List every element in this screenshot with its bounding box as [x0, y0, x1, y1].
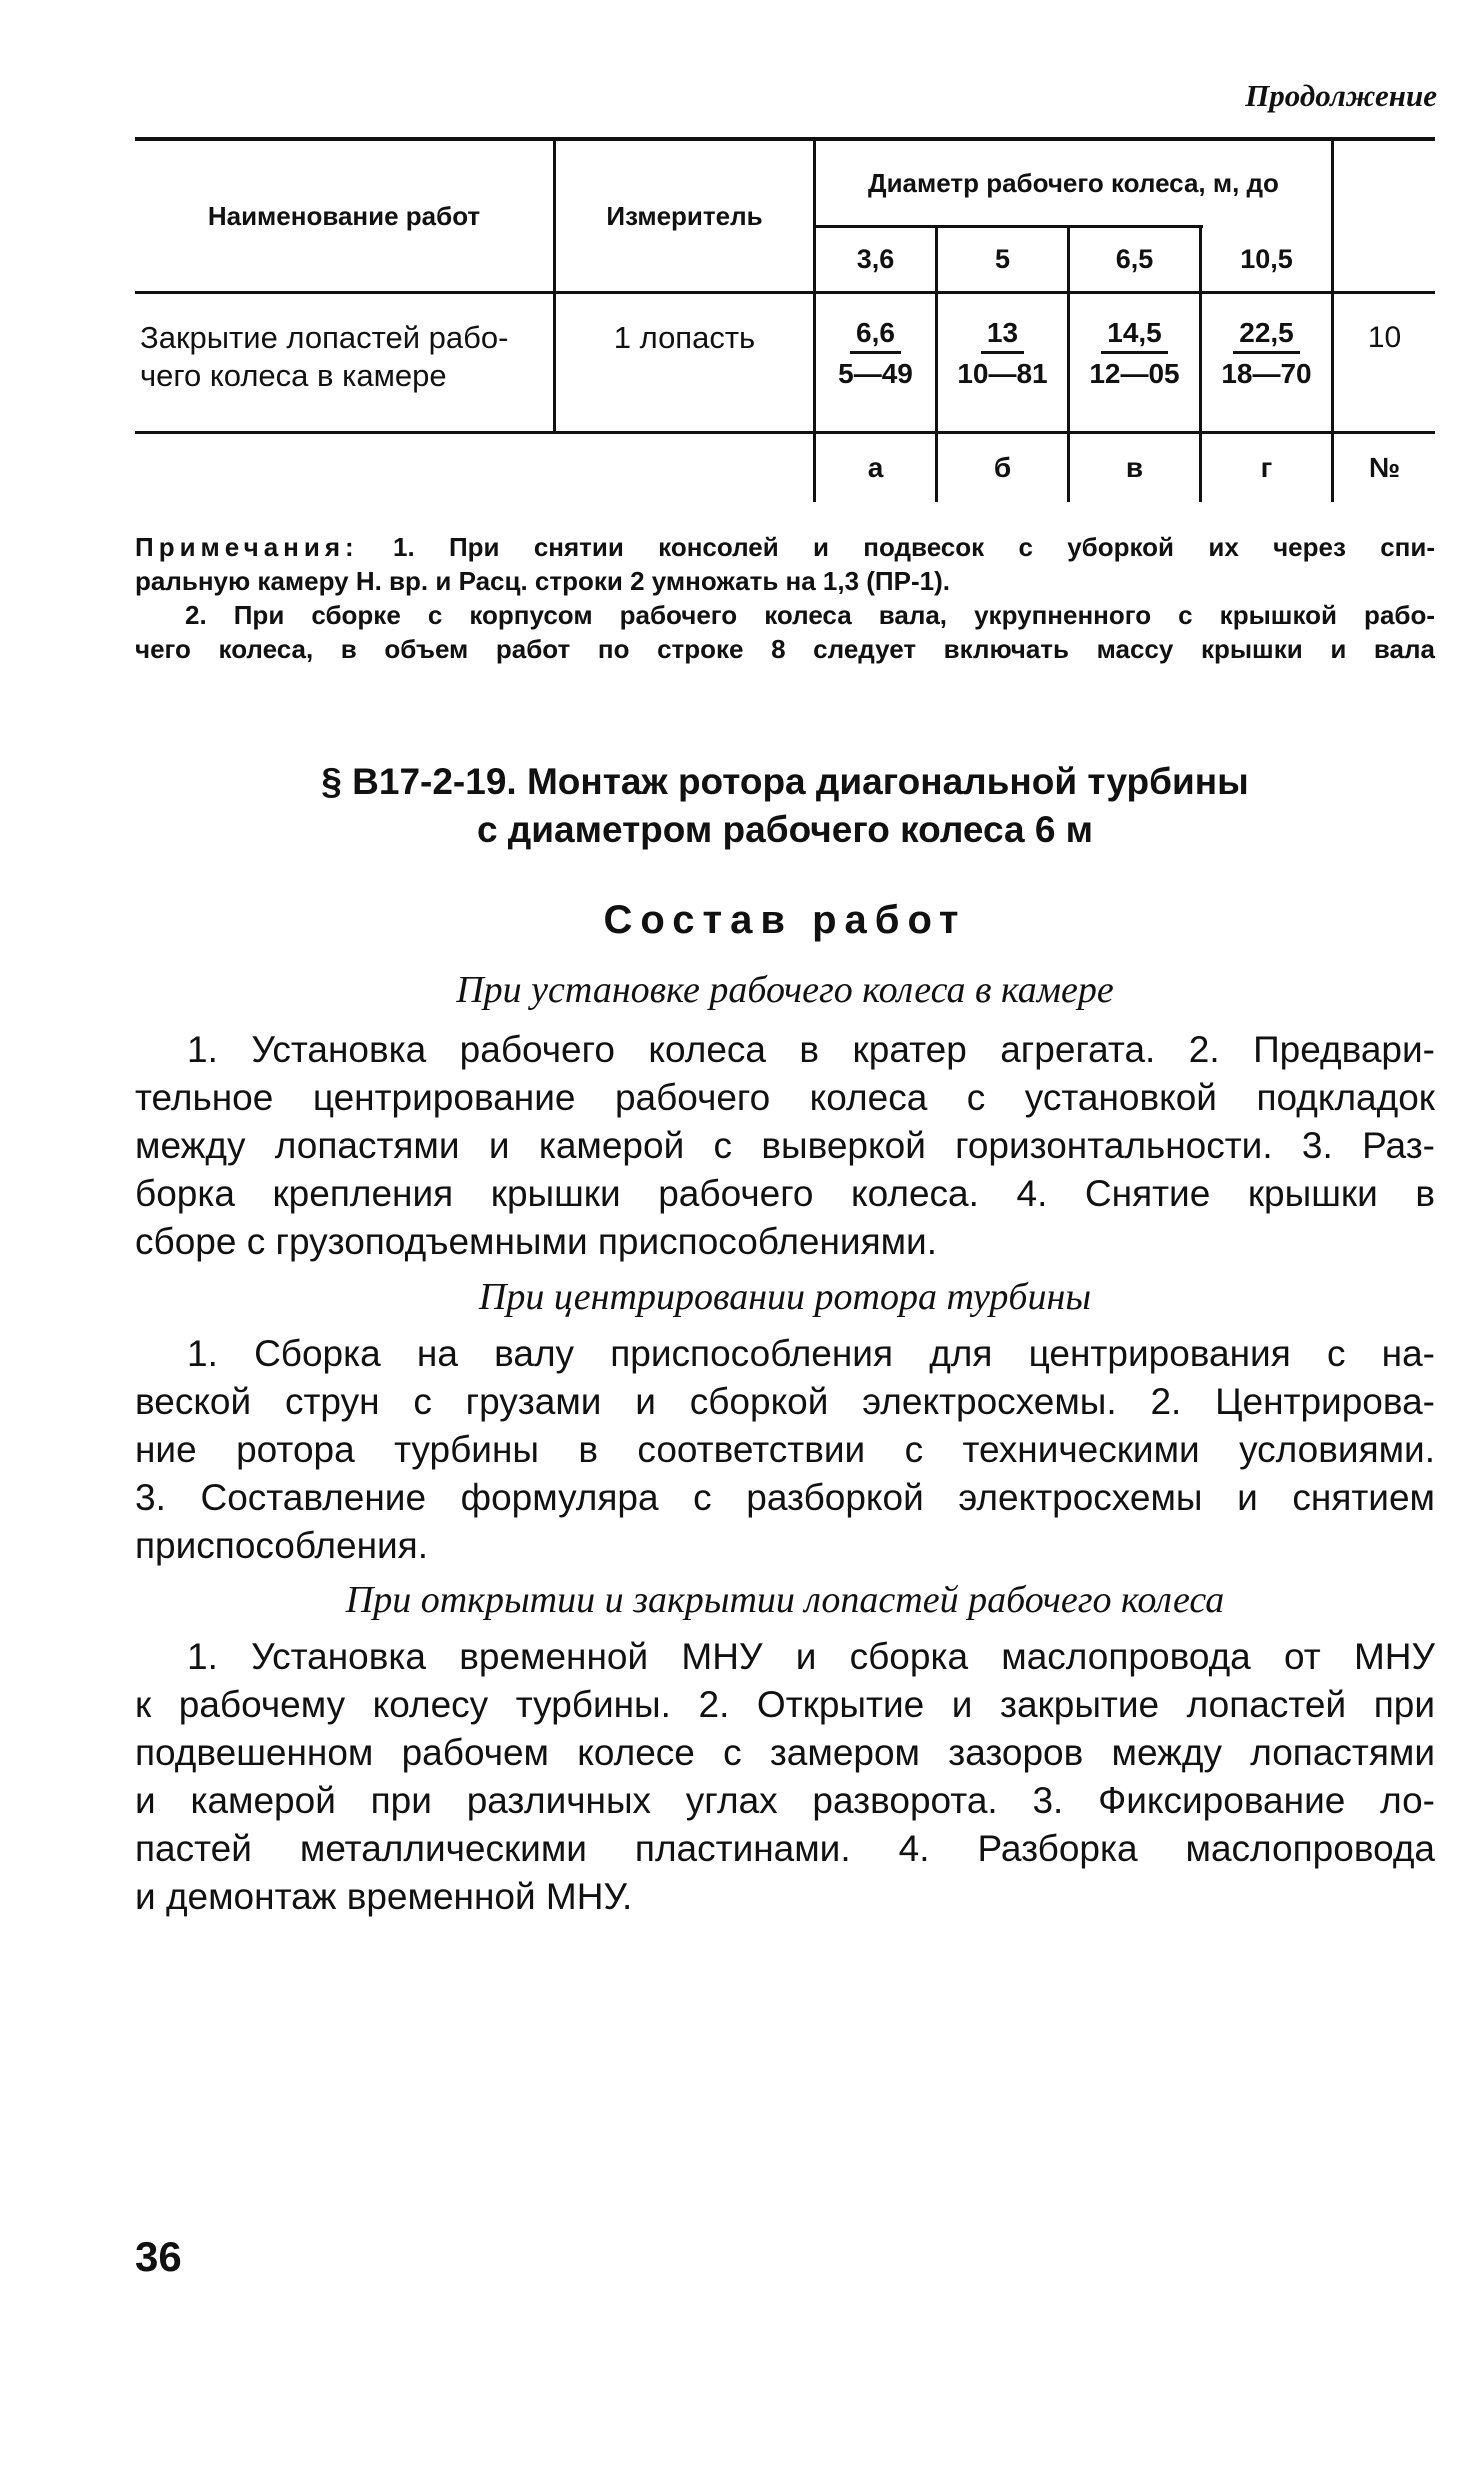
- row-work-name-line1: Закрытие лопастей рабо-: [140, 320, 509, 355]
- note-2-line2: чего колеса, в объем работ по строке 8 следует включать массу крышки и вала: [135, 634, 1435, 664]
- para1-line5: сборе с грузоподъемными приспособлениями.: [135, 1221, 938, 1262]
- norms-table: [135, 137, 1435, 502]
- value-rate-10-5: 18—70: [1221, 358, 1312, 389]
- para2-line4: 3. Составление формуляра с разборкой электросхемы и снятием: [135, 1477, 1435, 1518]
- paragraph-installation: [135, 1026, 1435, 1266]
- value-time-5: 13: [981, 317, 1024, 354]
- para3-line5: пастей металлическими пластинами. 4. Разборка маслопровода: [135, 1828, 1435, 1869]
- para1-line3: между лопастями и камерой с выверкой горизонтальности. 3. Раз-: [135, 1125, 1435, 1166]
- value-rate-5: 10—81: [957, 358, 1048, 389]
- para2-line2: веской струн с грузами и сборкой электросхемы. 2. Центрирова-: [135, 1381, 1435, 1422]
- header-bottom-rule: [135, 291, 1435, 294]
- work-composition-heading: Состав работ: [603, 898, 967, 942]
- col-letter-g: г: [1260, 452, 1273, 483]
- note-2-line1: 2. При сборке с корпусом рабочего колеса вала, укрупненного с крышкой рабо-: [185, 600, 1435, 630]
- row-number: 10: [1367, 321, 1402, 354]
- header-unit: Измеритель: [606, 200, 763, 231]
- para3-line3: подвешенном рабочем колесе с замером зазоров между лопастями: [135, 1732, 1435, 1773]
- row-work-name-line2: чего колеса в камере: [140, 358, 447, 393]
- paragraph-centering: [135, 1330, 1435, 1570]
- para1-line2: тельное центрирование рабочего колеса с установкой подкладок: [135, 1077, 1435, 1118]
- value-rate-6-5: 12—05: [1089, 358, 1180, 389]
- para1-line1: 1. Установка рабочего колеса в кратер агрегата. 2. Предвари-: [187, 1029, 1435, 1070]
- note-1-line2: ральную камеру Н. вр. и Расц. строки 2 умножать на 1,3 (ПР-1).: [135, 566, 950, 596]
- para3-line1: 1. Установка временной МНУ и сборка маслопровода от МНУ: [187, 1636, 1435, 1677]
- value-cell-3-6: [816, 317, 935, 392]
- para3-line4: и камерой при различных углах разворота. 3. Фиксирование ло-: [135, 1780, 1435, 1821]
- row-unit: 1 лопасть: [613, 320, 756, 355]
- value-time-6-5: 14,5: [1101, 317, 1168, 354]
- para3-line6: и демонтаж временной МНУ.: [135, 1876, 633, 1917]
- paragraph-blades: [135, 1633, 1435, 1921]
- para3-line2: к рабочему колесу турбины. 2. Открытие и закрытие лопастей при: [135, 1684, 1435, 1725]
- row-work-name: [140, 319, 550, 395]
- subheading-blades: При открытии и закрытии лопастей рабочего колеса: [345, 1579, 1225, 1621]
- page-number: 36: [135, 2233, 182, 2280]
- value-time-10-5: 22,5: [1233, 317, 1300, 354]
- value-cell-5: [938, 317, 1067, 392]
- value-time-3-6: 6,6: [850, 317, 901, 354]
- note-1-line1: [135, 530, 1435, 564]
- para2-line1: 1. Сборка на валу приспособления для центрирования с на-: [187, 1333, 1435, 1374]
- value-cell-6-5: [1070, 317, 1199, 392]
- section-title: [135, 758, 1435, 854]
- value-cell-10-5: [1202, 317, 1331, 392]
- section-title-line2: с диаметром рабочего колеса 6 м: [476, 809, 1094, 850]
- para1-line4: борка крепления крышки рабочего колеса. 4. Снятие крышки в: [135, 1173, 1435, 1214]
- header-diameter: Диаметр рабочего колеса, м, до: [868, 167, 1279, 198]
- header-diameter-5: 5: [994, 244, 1011, 274]
- notes-block: [135, 530, 1435, 666]
- para2-line5: приспособления.: [135, 1525, 429, 1566]
- continuation-label: Продолжение: [1245, 78, 1437, 113]
- header-work-name: Наименование работ: [207, 200, 481, 231]
- value-rate-3-6: 5—49: [838, 358, 913, 389]
- notes-label: Примечания:: [135, 532, 359, 562]
- col-letter-v: в: [1125, 452, 1144, 483]
- subheading-installation: При установке рабочего колеса в камере: [456, 969, 1114, 1011]
- col-letter-b: б: [993, 452, 1012, 483]
- header-diameter-10-5: 10,5: [1240, 244, 1293, 274]
- number-sign: №: [1368, 452, 1401, 483]
- header-diameter-6-5: 6,5: [1115, 244, 1154, 274]
- note-1-text: 1. При снятии консолей и подвесок с уборкой их через спи-: [392, 532, 1436, 562]
- subheading-centering: При центрировании ротора турбины: [478, 1276, 1092, 1318]
- para2-line3: ние ротора турбины в соответствии с техническими условиями.: [135, 1429, 1435, 1470]
- col-letter-a: а: [867, 452, 884, 483]
- header-diameter-3-6: 3,6: [856, 244, 895, 274]
- section-title-line1: § В17-2-19. Монтаж ротора диагональной турбины: [321, 761, 1249, 802]
